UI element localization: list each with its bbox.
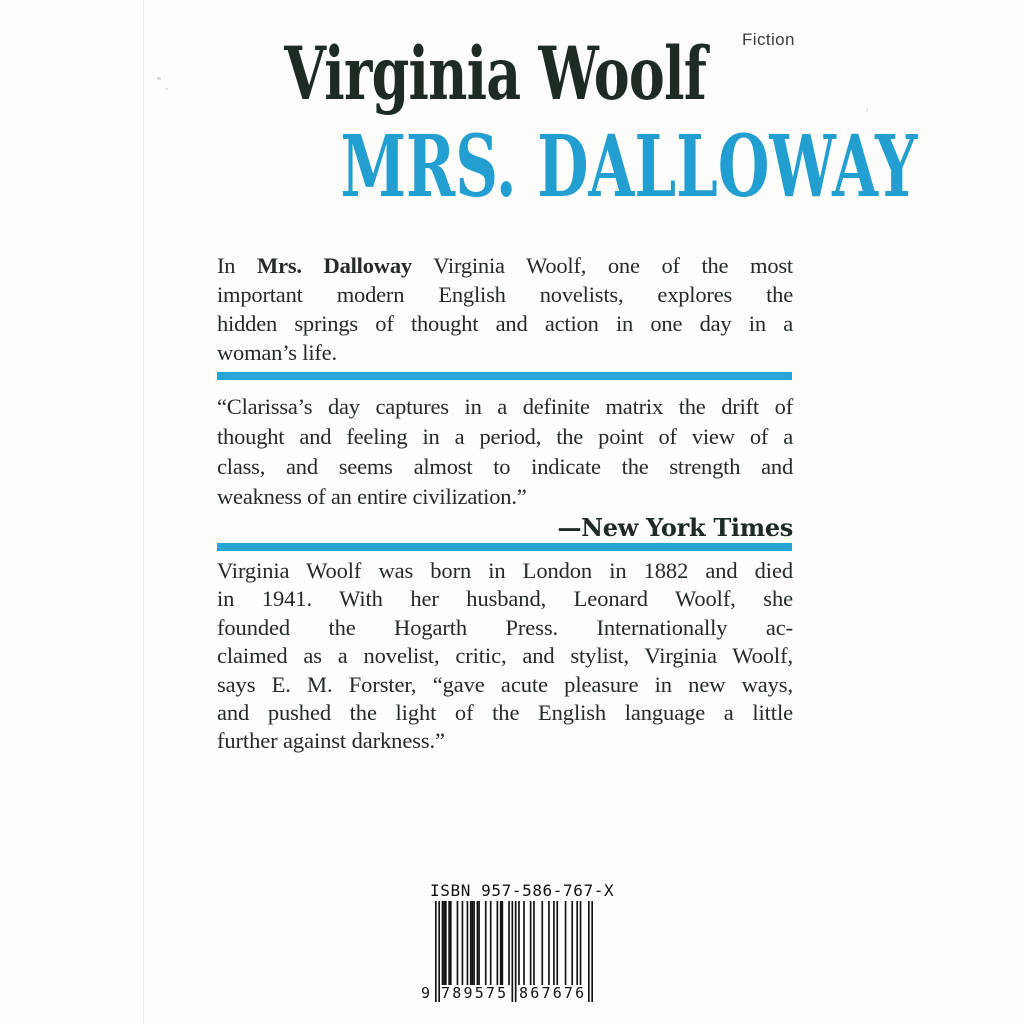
quote-line: “Clarissa’s day captures in a definite matrix the drift of — [217, 394, 793, 419]
divider-rule-bottom — [217, 543, 792, 551]
review-quote — [217, 392, 793, 542]
bio-line: further against darkness.” — [217, 728, 445, 754]
divider-rule-top — [217, 372, 792, 380]
intro-line: woman’s life. — [217, 340, 337, 365]
scan-speck — [165, 88, 168, 90]
isbn-label: ISBN 957-586-767-X — [430, 881, 615, 900]
scan-speck — [157, 77, 161, 80]
author-bio — [217, 557, 793, 756]
quote-attribution: —New York Times — [557, 513, 793, 542]
bio-line: in 1941. With her husband, Leonard Woolf, she — [217, 586, 793, 612]
quote-line: weakness of an entire civilization.” — [217, 484, 527, 509]
title-row — [215, 117, 918, 217]
scan-speck — [866, 108, 868, 112]
category-label: Fiction — [742, 30, 795, 49]
barcode-block — [421, 882, 641, 1002]
bio-line: Virginia Woolf was born in London in 1882 and died — [217, 558, 793, 583]
cover-edge-line — [143, 0, 144, 1024]
ean13-barcode — [421, 901, 593, 1002]
quote-line: class, and seems almost to indicate the strength and — [217, 454, 793, 479]
intro-line: important modern English novelists, explores the — [217, 282, 793, 307]
barcode-right-digits: 867676 — [519, 984, 587, 1002]
bio-line: claimed as a novelist, critic, and stylist, Virginia Woolf, — [217, 643, 793, 669]
intro-paragraph — [217, 251, 793, 367]
intro-line — [217, 251, 793, 280]
barcode-leading-digit: 9 — [421, 984, 431, 1002]
bio-line: and pushed the light of the English language a little — [217, 699, 793, 725]
quote-line: thought and feeling in a period, the point of view of a — [217, 424, 793, 449]
intro-prefix: In — [217, 253, 258, 278]
bio-line: founded the Hogarth Press. Internationally ac- — [217, 614, 793, 640]
intro-rest: Virginia Woolf, one of the most — [411, 253, 793, 278]
barcode-left-digits: 789575 — [441, 984, 509, 1002]
intro-line: hidden springs of thought and action in one day in a — [217, 311, 793, 336]
intro-book-title-emphasis: Mrs. Dalloway — [257, 253, 412, 278]
bio-line: says E. M. Forster, “gave acute pleasure in new ways, — [217, 671, 793, 697]
book-title: MRS. DALLOWAY — [340, 117, 918, 217]
author-name: Virginia Woolf — [283, 31, 706, 117]
